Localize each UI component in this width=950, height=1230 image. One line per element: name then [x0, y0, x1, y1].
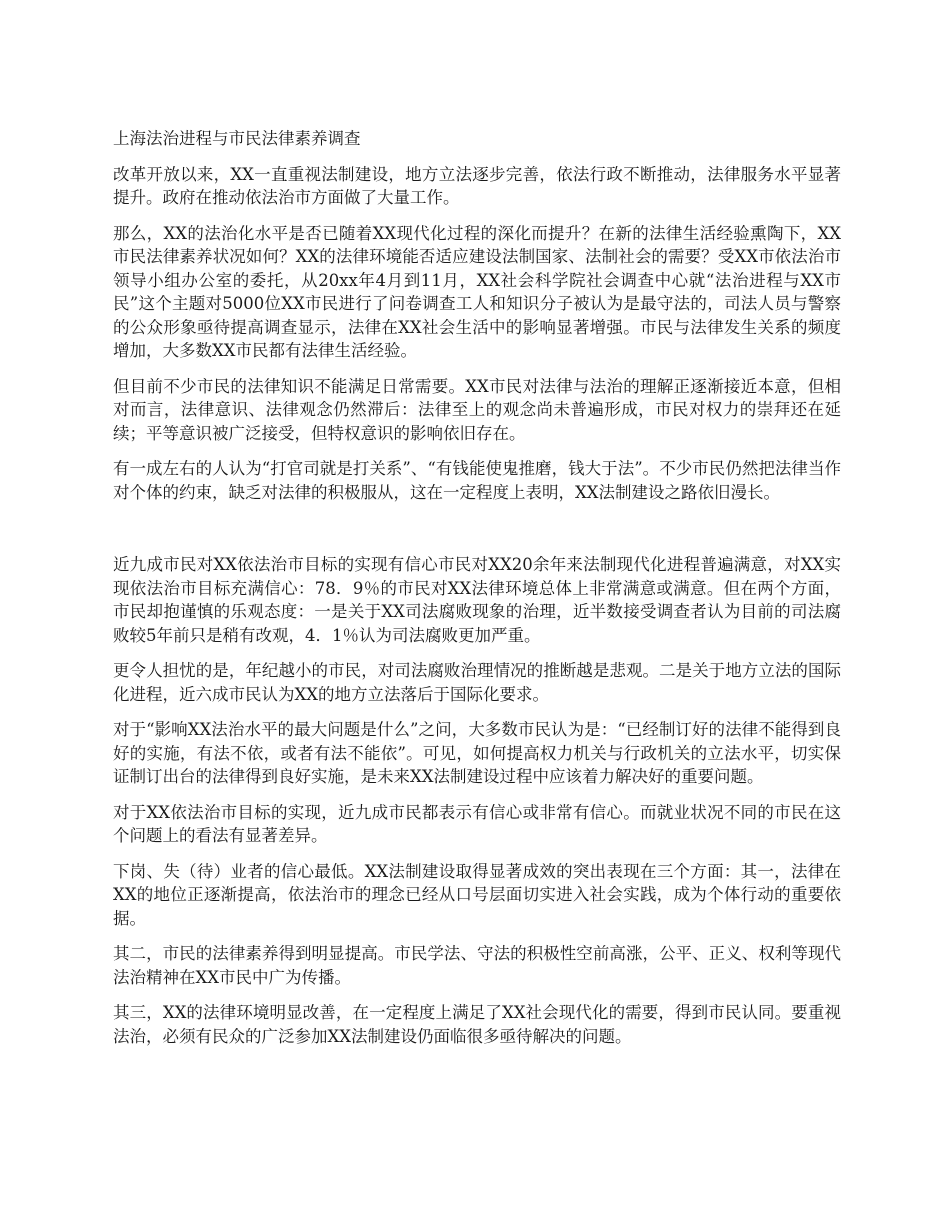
paragraph: 其二，市民的法律素养得到明显提高。市民学法、守法的积极性空前高涨，公平、正义、权利等现代法治精神在XX市民中广为传播。 — [113, 944, 841, 987]
section-gap — [113, 516, 841, 553]
paragraph: 近九成市民对XX依法治市目标的实现有信心市民对XX20余年来法制现代化进程普遍满意，对XX实现依法治市目标充满信心：78．9％的市民对XX法律环境总体上非常满意或满意。但在两个方面，市民却抱谨慎的乐观态度：一是关于XX司法腐败现象的治理，近半数接受调查者认为目前的司法腐败较5年前只是稍有改观，4．1％认为司法腐败更加严重。 — [113, 555, 841, 645]
paragraph: 有一成左右的人认为“打官司就是打关系”、“有钱能使鬼推磨，钱大于法”。不少市民仍然把法律当作对个体的约束，缺乏对法律的积极服从，这在一定程度上表明，XX法制建设之路依旧漫长。 — [113, 459, 841, 502]
document-page — [113, 127, 841, 1060]
paragraph: 下岗、失（待）业者的信心最低。XX法制建设取得显著成效的突出表现在三个方面：其一，法律在XX的地位正逐渐提高，依法治市的理念已经从口号层面切实进入社会实践，成为个体行动的重要依据。 — [113, 861, 841, 928]
paragraph: 对于XX依法治市目标的实现，近九成市民都表示有信心或非常有信心。而就业状况不同的市民在这个问题上的看法有显著差异。 — [113, 802, 841, 845]
paragraph: 对于“影响XX法治水平的最大问题是什么”之问，大多数市民认为是：“已经制订好的法律不能得到良好的实施，有法不依，或者有法不能依”。可见，如何提高权力机关与行政机关的立法水平，切实保证制订出台的法律得到良好实施，是未来XX法制建设过程中应该着力解决好的重要问题。 — [113, 720, 841, 786]
paragraph: 更令人担忧的是，年纪越小的市民，对司法腐败治理情况的推断越是悲观。二是关于地方立法的国际化进程，近六成市民认为XX的地方立法落后于国际化要求。 — [113, 661, 841, 704]
paragraph: 那么，XX的法治化水平是否已随着XX现代化过程的深化而提升？在新的法律生活经验熏陶下，XX市民法律素养状况如何？XX的法律环境能否适应建设法制国家、法制社会的需要？受XX市依法治市领导小组办公室的委托，从20xx年4月到11月，XX社会科学院社会调查中心就“法治进程与XX市民”这个主题对5000位XX市民进行了问卷调查工人和知识分子被认为是最守法的，司法人员与警察的公众形象亟待提高调查显示，法律在XX社会生活中的影响显著增强。市民与法律发生关系的频度增加，大多数XX市民都有法律生活经验。 — [113, 223, 841, 360]
paragraph: 其三，XX的法律环境明显改善，在一定程度上满足了XX社会现代化的需要，得到市民认同。要重视法治，必须有民众的广泛参加XX法制建设仍面临很多亟待解决的问题。 — [113, 1003, 841, 1046]
document-title: 上海法治进程与市民法律素养调查 — [113, 129, 361, 148]
paragraph: 但目前不少市民的法律知识不能满足日常需要。XX市民对法律与法治的理解正逐渐接近本意，但相对而言，法律意识、法律观念仍然滞后：法律至上的观念尚未普遍形成，市民对权力的崇拜还在延续；平等意识被广泛接受，但特权意识的影响依旧存在。 — [113, 376, 841, 443]
paragraph: 改革开放以来，XX一直重视法制建设，地方立法逐步完善，依法行政不断推动，法律服务水平显著提升。政府在推动依法治市方面做了大量工作。 — [113, 164, 841, 207]
